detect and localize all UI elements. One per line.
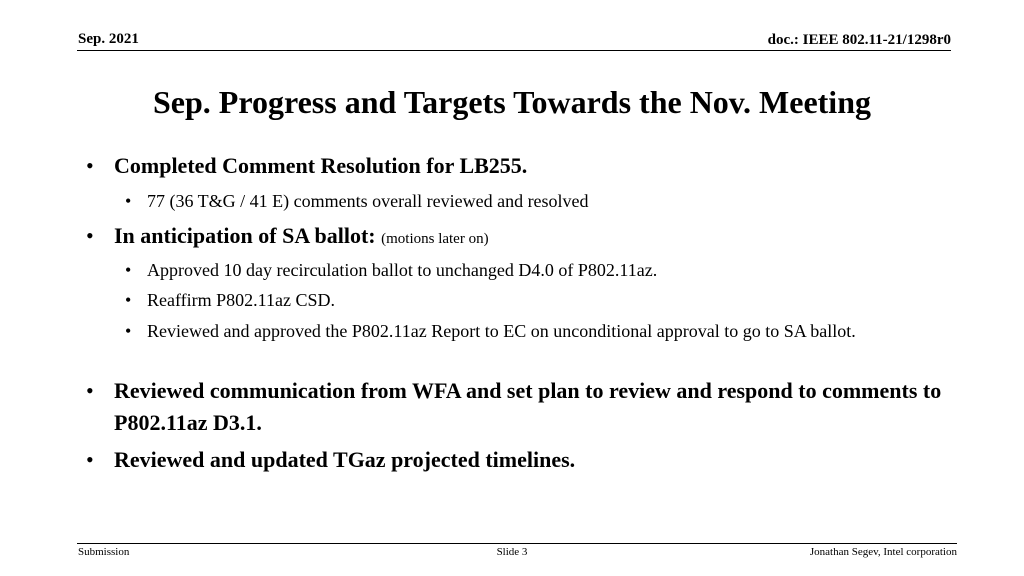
footer-slide-number: Slide 3: [496, 546, 528, 558]
header-date: Sep. 2021: [78, 31, 139, 47]
bullet-item: [114, 220, 954, 255]
bullet-item: • Reviewed and updated TGaz projected timelines.: [114, 444, 954, 476]
sub-bullet-item: • Reviewed and approved the P802.11az Report to EC on unconditional approval to go to SA ballot.: [147, 318, 947, 344]
bullet-item-text: In anticipation of SA ballot:: [114, 223, 376, 248]
header-doc-id: doc.: IEEE 802.11-21/1298r0: [767, 32, 951, 48]
sub-bullet-item: • Reaffirm P802.11az CSD.: [147, 287, 947, 313]
bullet-item: • Reviewed communication from WFA and set plan to review and respond to comments to P802.11az D3.1.: [114, 375, 954, 439]
sub-bullet-item: • 77 (36 T&G / 41 E) comments overall reviewed and resolved: [147, 188, 947, 214]
footer-divider: [77, 543, 957, 544]
slide-title: Sep. Progress and Targets Towards the Nov. Meeting: [153, 84, 871, 120]
sub-bullet-item: • Approved 10 day recirculation ballot to unchanged D4.0 of P802.11az.: [147, 257, 947, 283]
footer-submission: Submission: [78, 546, 130, 558]
bullet-item-note: (motions later on): [381, 231, 489, 247]
bullet-item: • Completed Comment Resolution for LB255.: [114, 150, 954, 182]
footer-author: Jonathan Segev, Intel corporation: [809, 546, 957, 558]
